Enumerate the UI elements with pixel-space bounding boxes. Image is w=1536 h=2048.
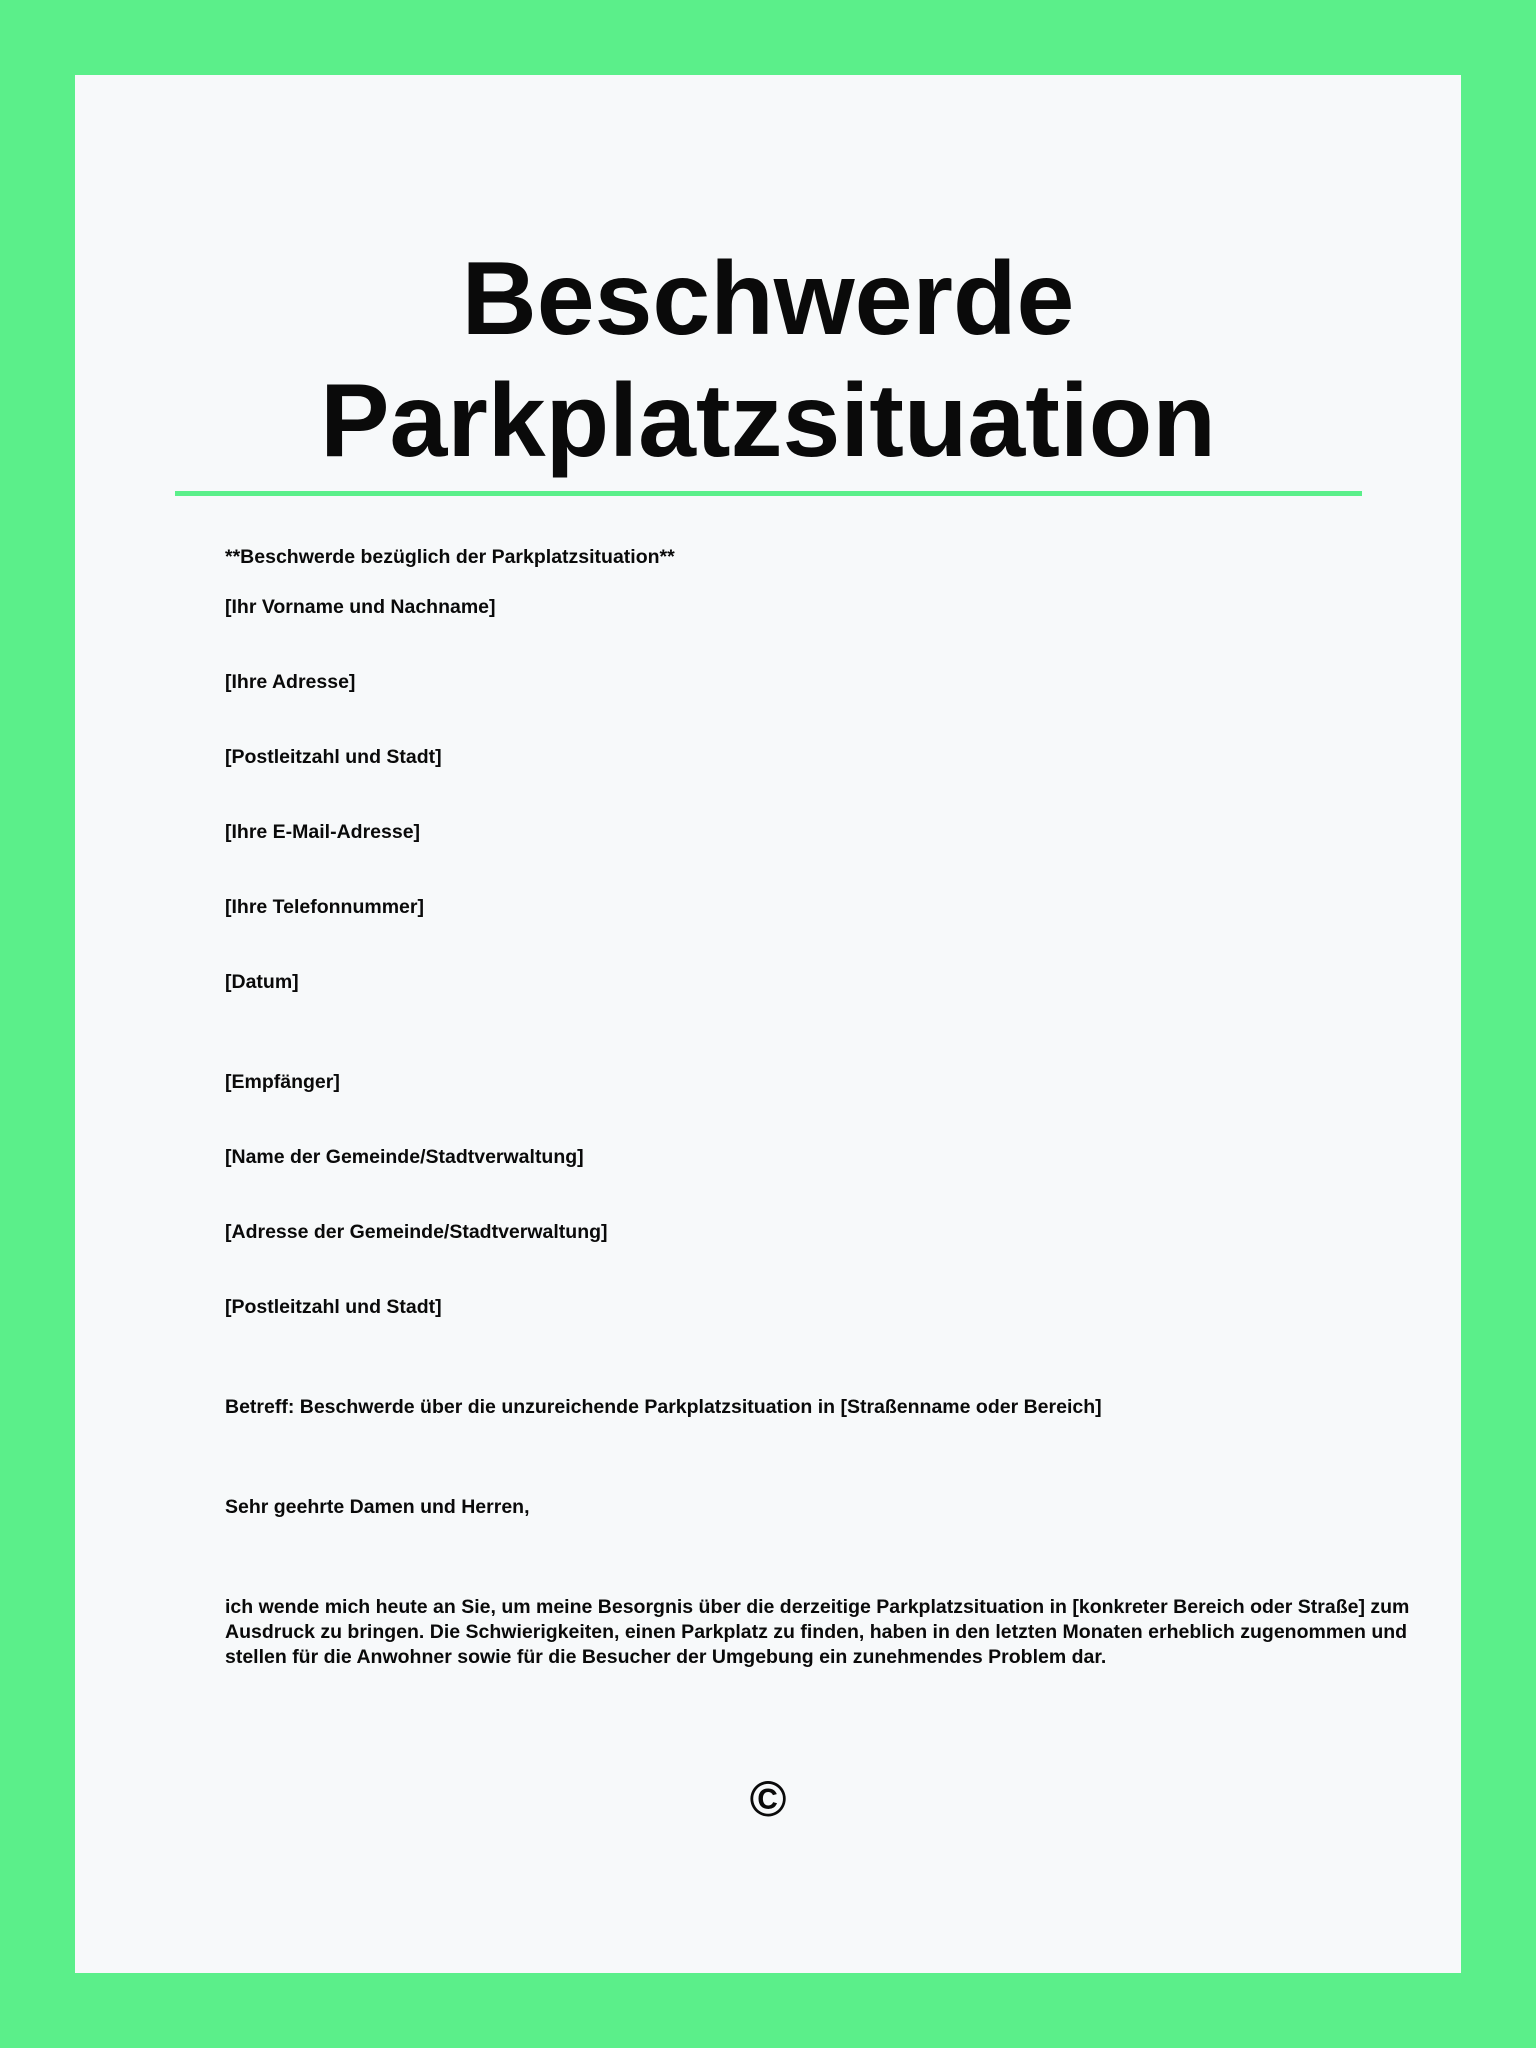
recipient-postal-city: [Postleitzahl und Stadt]	[225, 1296, 442, 1318]
sender-name: [Ihr Vorname und Nachname]	[225, 596, 496, 618]
subject-heading: **Beschwerde bezüglich der Parkplatzsituation**	[225, 546, 675, 568]
recipient-name: [Name der Gemeinde/Stadtverwaltung]	[225, 1146, 584, 1168]
sender-phone: [Ihre Telefonnummer]	[225, 896, 424, 918]
sender-postal-city: [Postleitzahl und Stadt]	[225, 746, 442, 768]
document-page	[75, 75, 1461, 1973]
title-divider	[175, 491, 1362, 496]
title-line-1: Beschwerde	[461, 241, 1075, 357]
recipient-label: [Empfänger]	[225, 1071, 340, 1093]
sender-email: [Ihre E-Mail-Adresse]	[225, 821, 421, 843]
letter-date: [Datum]	[225, 971, 299, 993]
title-line-2: Parkplatzsituation	[320, 363, 1216, 479]
recipient-address: [Adresse der Gemeinde/Stadtverwaltung]	[225, 1221, 608, 1243]
salutation: Sehr geehrte Damen und Herren,	[225, 1496, 530, 1518]
body-paragraph: ich wende mich heute an Sie, um meine Besorgnis über die derzeitige Parkplatzsituation in [konkreter Bereich oder Straße] zum Ausdruck zu bringen. Die Schwierigkeiten, einen Parkplatz zu finden, haben in den letzten Monaten erheblich zugenommen und stellen für die Anwohner sowie für die Besucher der Umgebung ein zunehmendes Problem dar.	[225, 1596, 1410, 1668]
sender-address: [Ihre Adresse]	[225, 671, 356, 693]
subject-line: Betreff: Beschwerde über die unzureichende Parkplatzsituation in [Straßenname oder Bereich]	[225, 1396, 1102, 1418]
copyright-symbol: ©	[749, 1771, 787, 1827]
